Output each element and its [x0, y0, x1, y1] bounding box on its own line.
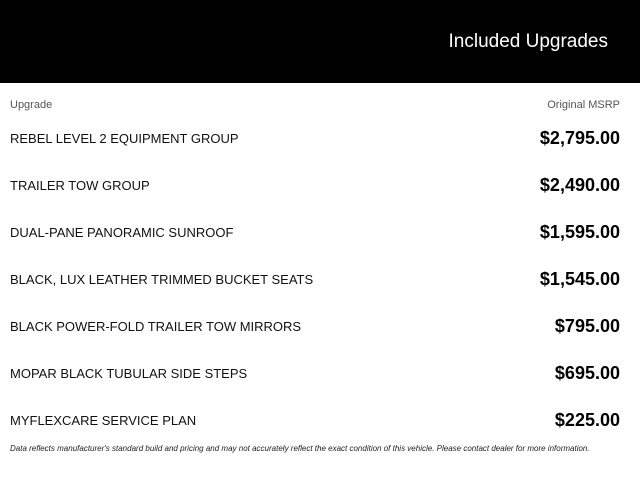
upgrade-price: $225.00 [554, 410, 620, 430]
upgrade-row [10, 210, 620, 257]
upgrade-price: $1,595.00 [539, 222, 620, 242]
upgrade-name: REBEL LEVEL 2 EQUIPMENT GROUP [10, 131, 239, 146]
upgrade-name: TRAILER TOW GROUP [10, 178, 150, 193]
upgrade-name: MOPAR BLACK TUBULAR SIDE STEPS [10, 366, 248, 381]
disclaimer-text: Data reflects manufacturer's standard build and pricing and may not accurately reflect the exact condition of this vehicle. Please contact dealer for more information. [10, 444, 590, 453]
upgrade-name: BLACK, LUX LEATHER TRIMMED BUCKET SEATS [10, 272, 314, 287]
column-header-msrp: Original MSRP [547, 99, 620, 111]
upgrade-row [10, 351, 620, 398]
upgrade-row [10, 304, 620, 351]
upgrade-price: $2,795.00 [539, 128, 620, 148]
upgrade-name: DUAL-PANE PANORAMIC SUNROOF [10, 225, 234, 240]
upgrade-price: $795.00 [554, 316, 620, 336]
column-headers [10, 99, 620, 113]
upgrade-row [10, 398, 620, 445]
upgrade-price: $695.00 [554, 363, 620, 383]
upgrade-price: $2,490.00 [539, 175, 620, 195]
upgrade-row [10, 257, 620, 304]
page-title: Included Upgrades [448, 31, 608, 52]
column-header-upgrade: Upgrade [10, 99, 53, 111]
upgrade-list [10, 116, 620, 445]
upgrade-name: BLACK POWER-FOLD TRAILER TOW MIRRORS [10, 319, 302, 334]
upgrade-row [10, 163, 620, 210]
upgrade-row [10, 116, 620, 163]
upgrade-name: MYFLEXCARE SERVICE PLAN [10, 413, 197, 428]
upgrade-price: $1,545.00 [539, 269, 620, 289]
header-bar [0, 0, 640, 83]
